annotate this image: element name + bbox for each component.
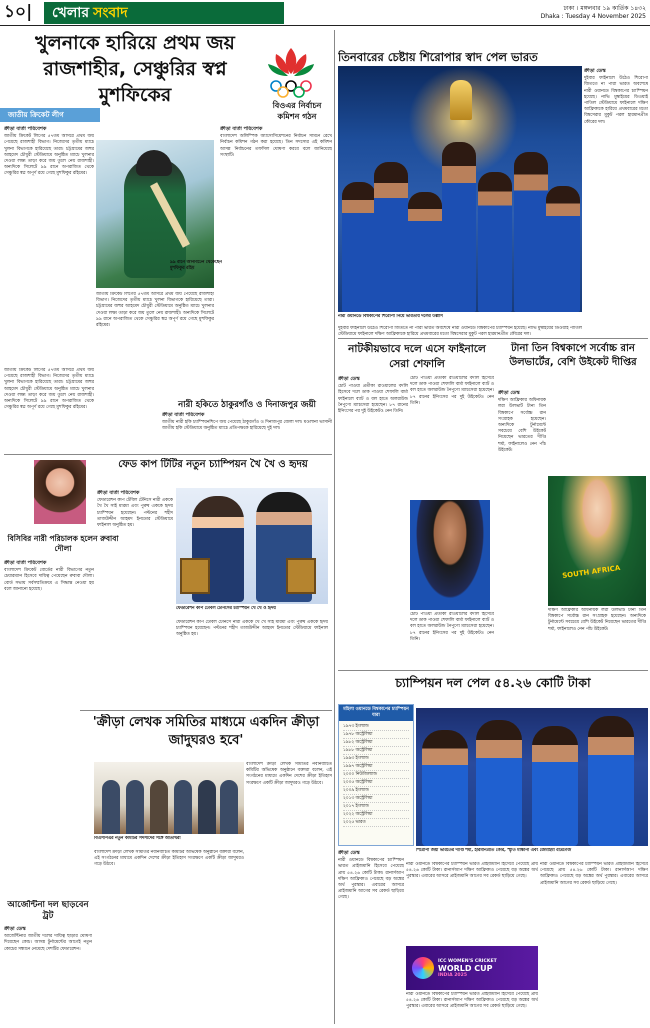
lead-body-col2: জাতীয় ক্রিকেট লিগের ৫৭তম আসরে প্রথম জয় পেয়েছে রাজশাহী বিভাগ। নিজেদের তৃতীয় ম্যাচে খুলনা বিভাগকে হারিয়েছে তারা। চট্টগ্রামের জহুর আহমেদ চৌধুরী স্টেডিয়ামে অনুষ্ঠিত ম্যাচে খুলনার দেওয়া লক্ষ্য তাড়া করে জয় তুলে নেয় রাজশাহী। অন্যদিকে সিলেটে ৯৯ রানে অপরাজিত থেকে সেঞ্চুরির স্বপ্ন অপূর্ণ রয়ে গেছে মুশফিকুর রহিমের। — [96, 292, 214, 329]
argentina-headline: আর্জেন্টিনা দল ছাড়বেন ট্রট — [7, 900, 89, 921]
wc-banner-line2: WORLD CUP — [438, 963, 493, 973]
prize-body-col2: নারী ওয়ানডে বিশ্বকাপের চ্যাম্পিয়ন ভারত প্রাইজমানি হিসেবে পেয়েছে প্রায় ৫৪.২৬ কোটি টাকা। রানার্সআপ দক্ষিণ আফ্রিকাও পেয়েছে বড় অঙ্কের অর্থ পুরস্কার। এবারের আসরে প্রাইজমানি আগের সব রেকর্ড ছাড়িয়ে গেছে। — [406, 862, 538, 880]
india-photo-caption: নারী ওয়ানডে বিশ্বকাপের শিরোপা নিয়ে ভারতীয় দলের উল্লাস — [338, 314, 443, 319]
champions-list — [339, 721, 413, 829]
wolvaardt-byline: ক্রীড়া ডেস্ক — [498, 390, 520, 396]
champions-list-item: ২০১৭ ইংল্যান্ড — [343, 803, 409, 811]
india-body-text: দুইবার ফাইনালে উঠেও শিরোপা জিততে না পারা ভারত অবশেষে নারী ওয়ানডে বিশ্বকাপের চ্যাম্পিয়ন হয়েছে। নাভি মুম্বাইয়ের ডিওয়াই পাতিল স্টেডিয়ামে ফাইনালে দক্ষিণ আফ্রিকাকে হারিয়ে প্রথমবারের মতো বিশ্বসেরার মুকুট পরল হারমানপ্রীত কৌরের দল। — [584, 76, 648, 125]
women-hockey-body-text: জাতীয় নারী হকি চ্যাম্পিয়নশিপে জয় পেয়েছে ঠাকুরগাঁও ও দিনাজপুর জেলা দল। মওলানা ভাসানী জাতীয় হকি স্টেডিয়ামে অনুষ্ঠিত ম্যাচে প্রতিপক্ষকে হারিয়েছে দুই দল। — [162, 420, 332, 432]
olympic-lotus-logo — [262, 44, 320, 100]
lead-body-text: জাতীয় ক্রিকেট লিগের ৫৭তম আসরে প্রথম জয় পেয়েছে রাজশাহী বিভাগ। নিজেদের তৃতীয় ম্যাচে খুলনা বিভাগকে হারিয়েছে তারা। চট্টগ্রামের জহুর আহমেদ চৌধুরী স্টেডিয়ামে অনুষ্ঠিত ম্যাচে খুলনার দেওয়া লক্ষ্য তাড়া করে জয় তুলে নেয় রাজশাহী। অন্যদিকে সিলেটে ৯৯ রানে অপরাজিত থেকে সেঞ্চুরির স্বপ্ন অপূর্ণ রয়ে গেছে মুশফিকুর রহিমের। — [4, 134, 94, 177]
argentina-body-text: আর্জেন্টিনার জাতীয় দলের দায়িত্ব ছাড়ার ঘোষণা দিয়েছেন কোচ। আসন্ন টুর্নামেন্টের আগেই নতুন কোচের সন্ধানে নেমেছে দেশটির ফেডারেশন। — [4, 934, 92, 952]
section-divider — [4, 454, 332, 455]
india-body-cont: দুইবার ফাইনালে উঠেও শিরোপা জিততে না পারা ভারত অবশেষে নারী ওয়ানডে বিশ্বকাপের চ্যাম্পিয়ন হয়েছে। নাভি মুম্বাইয়ের ডিওয়াই পাতিল স্টেডিয়ামে ফাইনালে দক্ষিণ আফ্রিকাকে হারিয়ে প্রথমবারের মতো বিশ্বসেরার মুকুট পরল হারমানপ্রীত কৌরের দল। — [338, 326, 582, 338]
sports-writers-body-cont: বাংলাদেশ ক্রীড়া লেখক সমিতির নবনির্বাচিত কমিটির অভিষেক অনুষ্ঠানে বক্তারা বলেন, এই সংগঠনের মাধ্যমে একদিন দেশের ক্রীড়া ইতিহাস সংরক্ষণে একটি ক্রীড়া জাদুঘরও গড়ে উঠবে। — [94, 850, 244, 868]
champions-list-item: ১৯৭৮ অস্ট্রেলিয়া — [343, 731, 409, 739]
sports-writers-caption: বিএসপিএর নতুন কমিটির সদস্যদের সঙ্গে অতিথিরা — [94, 836, 181, 841]
shefali-headline: নাটকীয়ভাবে দলে এসে ফাইনালে সেরা শেফালি — [348, 343, 486, 370]
women-hockey-byline: ক্রীড়া বার্তা পরিবেশক — [162, 412, 205, 418]
shefali-body-col3: চোট পাওয়া প্রতীকা রাওয়ালের বদলি হিসেবে দলে ডাক পাওয়া শেফালি বার্মা ফাইনালে ব্যাট ও বল হাতে অলরাউন্ড নৈপুণ্যে ম্যাচসেরা হয়েছেন। ৮৭ রানের ইনিংসের পর দুই উইকেটও নেন তিনি। — [410, 612, 494, 642]
section-strip: জাতীয় ক্রিকেট লীগ — [0, 108, 100, 122]
shefali-body-col2: চোট পাওয়া প্রতীকা রাওয়ালের বদলি হিসেবে দলে ডাক পাওয়া শেফালি বার্মা ফাইনালে ব্যাট ও বল হাতে অলরাউন্ড নৈপুণ্যে ম্যাচসেরা হয়েছেন। ৮৭ রানের ইনিংসের পর দুই উইকেটও নেন তিনি। — [410, 376, 494, 406]
fed-cup-photo-caption: ফেডারেশন কাপ টেবিল টেনিসের চ্যাম্পিয়ন খৈ খৈ ও হৃদয় — [176, 606, 276, 611]
india-trophy-photo — [338, 66, 582, 312]
wolvaardt-body-cont: দক্ষিণ আফ্রিকার অধিনায়ক লরা উলভার্ট টানা তিন বিশ্বকাপে সর্বোচ্চ রান সংগ্রাহক হয়েছেন। অন্যদিকে টুর্নামেন্টে সবচেয়ে বেশি উইকেট নিয়েছেন ভারতের দীপ্তি শর্মা, ফাইনালেও নেন পাঁচ উইকেট। — [548, 608, 646, 632]
election-body — [220, 126, 332, 394]
argentina-body — [4, 926, 92, 1024]
sa-jersey-text: SOUTH AFRICA — [561, 563, 621, 581]
argentina-byline: ক্রীড়া ডেস্ক — [4, 926, 26, 932]
fed-cup-body — [97, 490, 173, 706]
champions-list-item: ১৯৯৭ অস্ট্রেলিয়া — [343, 763, 409, 771]
section-divider — [80, 710, 332, 711]
champions-list-item: ২০০০ নিউজিল্যান্ড — [343, 771, 409, 779]
election-byline: ক্রীড়া বার্তা পরিবেশক — [220, 126, 263, 132]
india-byline: ক্রীড়া ডেস্ক — [584, 68, 606, 74]
prize-body-col3: নারী ওয়ানডে বিশ্বকাপের চ্যাম্পিয়ন ভারত প্রাইজমানি হিসেবে পেয়েছে প্রায় ৫৪.২৬ কোটি টাকা। রানার্সআপ দক্ষিণ আফ্রিকাও পেয়েছে বড় অঙ্কের অর্থ পুরস্কার। এবারের আসরে প্রাইজমানি আগের সব রেকর্ড ছাড়িয়ে গেছে। — [540, 862, 648, 886]
column-divider — [334, 30, 335, 1024]
champions-list-item: ২০২৫ ভারত — [343, 819, 409, 827]
world-cup-logo-icon — [412, 957, 434, 979]
india-body — [584, 68, 648, 336]
womens-world-cup-banner — [406, 946, 538, 990]
lead-headline: খুলনাকে হারিয়ে প্রথম জয় রাজশাহীর, সেঞ্চুরির স্বপ্ন মুশফিকের — [35, 32, 235, 106]
champions-list-item: ২০১৩ অস্ট্রেলিয়া — [343, 795, 409, 803]
fed-cup-body-cont: ফেডারেশন কাপ টেবিল টেনিসে নারী এককে খৈ খৈ সাই মারমা এবং পুরুষ এককে হৃদয় চ্যাম্পিয়ন হয়েছেন। পল্টনের শহীদ তাজউদ্দীন আহমদ ইনডোর স্টেডিয়ামে ফাইনাল অনুষ্ঠিত হয়। — [176, 620, 328, 638]
fed-cup-headline: ফেড কাপ টিটির নতুন চ্যাম্পিয়ন খৈ খৈ ও হৃদয় — [118, 459, 308, 470]
rubaba-byline: ক্রীড়া বার্তা পরিবেশক — [4, 560, 47, 566]
wc-banner-line1: ICC WOMEN'S CRICKET — [438, 958, 497, 964]
rubaba-headline: বিসিবির নারী পরিচালক হলেন রুবাবা দৌলা — [7, 534, 119, 553]
section-divider — [338, 670, 648, 671]
sports-writers-body: বাংলাদেশ ক্রীড়া লেখক সমিতির নবনির্বাচিত কমিটির অভিষেক অনুষ্ঠানে বক্তারা বলেন, এই সংগঠনের মাধ্যমে একদিন দেশের ক্রীড়া ইতিহাস সংরক্ষণে একটি ক্রীড়া জাদুঘরও গড়ে উঠবে। — [246, 762, 332, 786]
women-hockey-headline: নারী হকিতে ঠাকুরগাঁও ও দিনাজপুর জয়ী — [178, 400, 316, 410]
lead-body — [4, 126, 94, 364]
india-headline: তিনবারের চেষ্টায় শিরোপার স্বাদ পেল ভারত — [338, 50, 538, 64]
sports-writers-photo — [94, 762, 244, 834]
champions-list-item: ১৯৮২ অস্ট্রেলিয়া — [343, 739, 409, 747]
section-title-part2: সংবাদ — [93, 4, 128, 21]
date-en: Dhaka : Tuesday 4 November 2025 — [540, 12, 646, 20]
prize-money-headline: চ্যাম্পিয়ন দল পেল ৫৪.২৬ কোটি টাকা — [395, 675, 591, 690]
prize-body-col2-cont: নারী ওয়ানডে বিশ্বকাপের চ্যাম্পিয়ন ভারত প্রাইজমানি হিসেবে পেয়েছে প্রায় ৫৪.২৬ কোটি টাকা। রানার্সআপ দক্ষিণ আফ্রিকাও পেয়েছে বড় অঙ্কের অর্থ পুরস্কার। এবারের আসরে প্রাইজমানি আগের সব রেকর্ড ছাড়িয়ে গেছে। — [406, 992, 538, 1010]
wolvaardt-body-text: দক্ষিণ আফ্রিকার অধিনায়ক লরা উলভার্ট টানা তিন বিশ্বকাপে সর্বোচ্চ রান সংগ্রাহক হয়েছেন। অন্যদিকে টুর্নামেন্টে সবচেয়ে বেশি উইকেট নিয়েছেন ভারতের দীপ্তি শর্মা, ফাইনালেও নেন পাঁচ উইকেট। — [498, 398, 546, 453]
champions-list-title: মহিলা ওয়ানডে বিশ্বকাপের চ্যাম্পিয়ন যারা — [339, 705, 413, 721]
prize-body-text: নারী ওয়ানডে বিশ্বকাপের চ্যাম্পিয়ন ভারত প্রাইজমানি হিসেবে পেয়েছে প্রায় ৫৪.২৬ কোটি টাকা। রানার্সআপ দক্ষিণ আফ্রিকাও পেয়েছে বড় অঙ্কের অর্থ পুরস্কার। এবারের আসরে প্রাইজমানি আগের সব রেকর্ড ছাড়িয়ে গেছে। — [338, 858, 404, 901]
shefali-body — [338, 376, 408, 666]
champions-list-item: ২০০৯ ইংল্যান্ড — [343, 787, 409, 795]
celebration-caption: শিরোপা জয়ী ভারতের দীপ্তি শর্মা, হারমানপ্রীত কৌর, স্মৃতি মান্ধানা এবং জেমাইমা রদ্রিগেজ — [416, 848, 572, 853]
masthead — [0, 0, 650, 26]
date-bn: ঢাকা । মঙ্গলবার ১৯ কার্তিক ১৪৩২ — [563, 4, 646, 12]
fed-cup-body-text: ফেডারেশন কাপ টেবিল টেনিসে নারী এককে খৈ খৈ সাই মারমা এবং পুরুষ এককে হৃদয় চ্যাম্পিয়ন হয়েছেন। পল্টনের শহীদ তাজউদ্দীন আহমদ ইনডোর স্টেডিয়ামে ফাইনাল অনুষ্ঠিত হয়। — [97, 498, 173, 529]
lead-body-col1-cont: জাতীয় ক্রিকেট লিগের ৫৭তম আসরে প্রথম জয় পেয়েছে রাজশাহী বিভাগ। নিজেদের তৃতীয় ম্যাচে খুলনা বিভাগকে হারিয়েছে তারা। চট্টগ্রামের জহুর আহমেদ চৌধুরী স্টেডিয়ামে অনুষ্ঠিত ম্যাচে খুলনার দেওয়া লক্ষ্য তাড়া করে জয় তুলে নেয় রাজশাহী। অন্যদিকে সিলেটে ৯৯ রানে অপরাজিত থেকে সেঞ্চুরির স্বপ্ন অপূর্ণ রয়ে গেছে মুশফিকুর রহিমের। — [4, 368, 94, 411]
rubaba-photo — [34, 460, 86, 524]
wc-banner-line3: INDIA 2025 — [438, 972, 468, 978]
masthead-date — [541, 5, 650, 21]
section-divider — [338, 338, 648, 339]
wolvaardt-body — [498, 390, 546, 666]
shefali-photo — [410, 500, 490, 610]
shefali-byline: ক্রীড়া ডেস্ক — [338, 376, 360, 382]
election-headline: বিওএর নির্বাচন কমিশন গঠন — [272, 101, 322, 121]
lead-byline: ক্রীড়া বার্তা পরিবেশক — [4, 126, 47, 132]
prize-body — [338, 850, 404, 1024]
shefali-body-text: চোট পাওয়া প্রতীকা রাওয়ালের বদলি হিসেবে দলে ডাক পাওয়া শেফালি বার্মা ফাইনালে ব্যাট ও বল হাতে অলরাউন্ড নৈপুণ্যে ম্যাচসেরা হয়েছেন। ৮৭ রানের ইনিংসের পর দুই উইকেটও নেন তিনি। — [338, 384, 408, 415]
champions-list-item: ১৯৭৩ ইংল্যান্ড — [343, 723, 409, 731]
india-celebration-photo — [416, 708, 648, 846]
fed-cup-photo — [176, 488, 328, 604]
champions-list-item: ২০০৫ অস্ট্রেলিয়া — [343, 779, 409, 787]
page-number: ১০| — [4, 1, 33, 22]
rubaba-body-text: বাংলাদেশ ক্রিকেট বোর্ডের নারী বিভাগের নতুন চেয়ারম্যান হিসেবে দায়িত্ব পেয়েছেন রুবাবা দৌলা। বোর্ড সভায় সর্বসম্মতিক্রমে এ সিদ্ধান্ত নেওয়া হয় বলে জানানো হয়েছে। — [4, 568, 94, 592]
women-hockey-body — [162, 412, 332, 454]
champions-list-item: ১৯৮৮ অস্ট্রেলিয়া — [343, 747, 409, 755]
champions-list-box — [338, 704, 414, 846]
batsman-photo-caption: ৯৯ রানে আনবিটেন থেকেছেন মুশফিকুর রহিম — [170, 260, 222, 271]
wolvaardt-dipti-headline: টানা তিন বিশ্বকাপে সর্বোচ্চ রান উলভার্টের, বেশি উইকেট দীপ্তির — [509, 343, 637, 368]
fed-cup-byline: ক্রীড়া বার্তা পরিবেশক — [97, 490, 140, 496]
section-title — [44, 2, 284, 24]
section-title-part1: খেলার — [52, 4, 90, 21]
champions-list-item: ২০২২ অস্ট্রেলিয়া — [343, 811, 409, 819]
wolvaardt-photo — [548, 476, 646, 606]
champions-list-item: ১৯৯৩ ইংল্যান্ড — [343, 755, 409, 763]
election-body-text: বাংলাদেশ অলিম্পিক অ্যাসোসিয়েশনের নির্বাচন সামনে রেখে নির্বাচন কমিশন গঠন করা হয়েছে। তিন সদস্যের এই কমিশন আসন্ন নির্বাচনের তফসিল ঘোষণা করবে বলে জানিয়েছে সংস্থাটি। — [220, 134, 332, 158]
sports-writers-headline: 'ক্রীড়া লেখক সমিতির মাধ্যমে একদিন ক্রীড়া জাদুঘরও হবে' — [92, 715, 320, 748]
prize-byline: ক্রীড়া ডেস্ক — [338, 850, 360, 856]
